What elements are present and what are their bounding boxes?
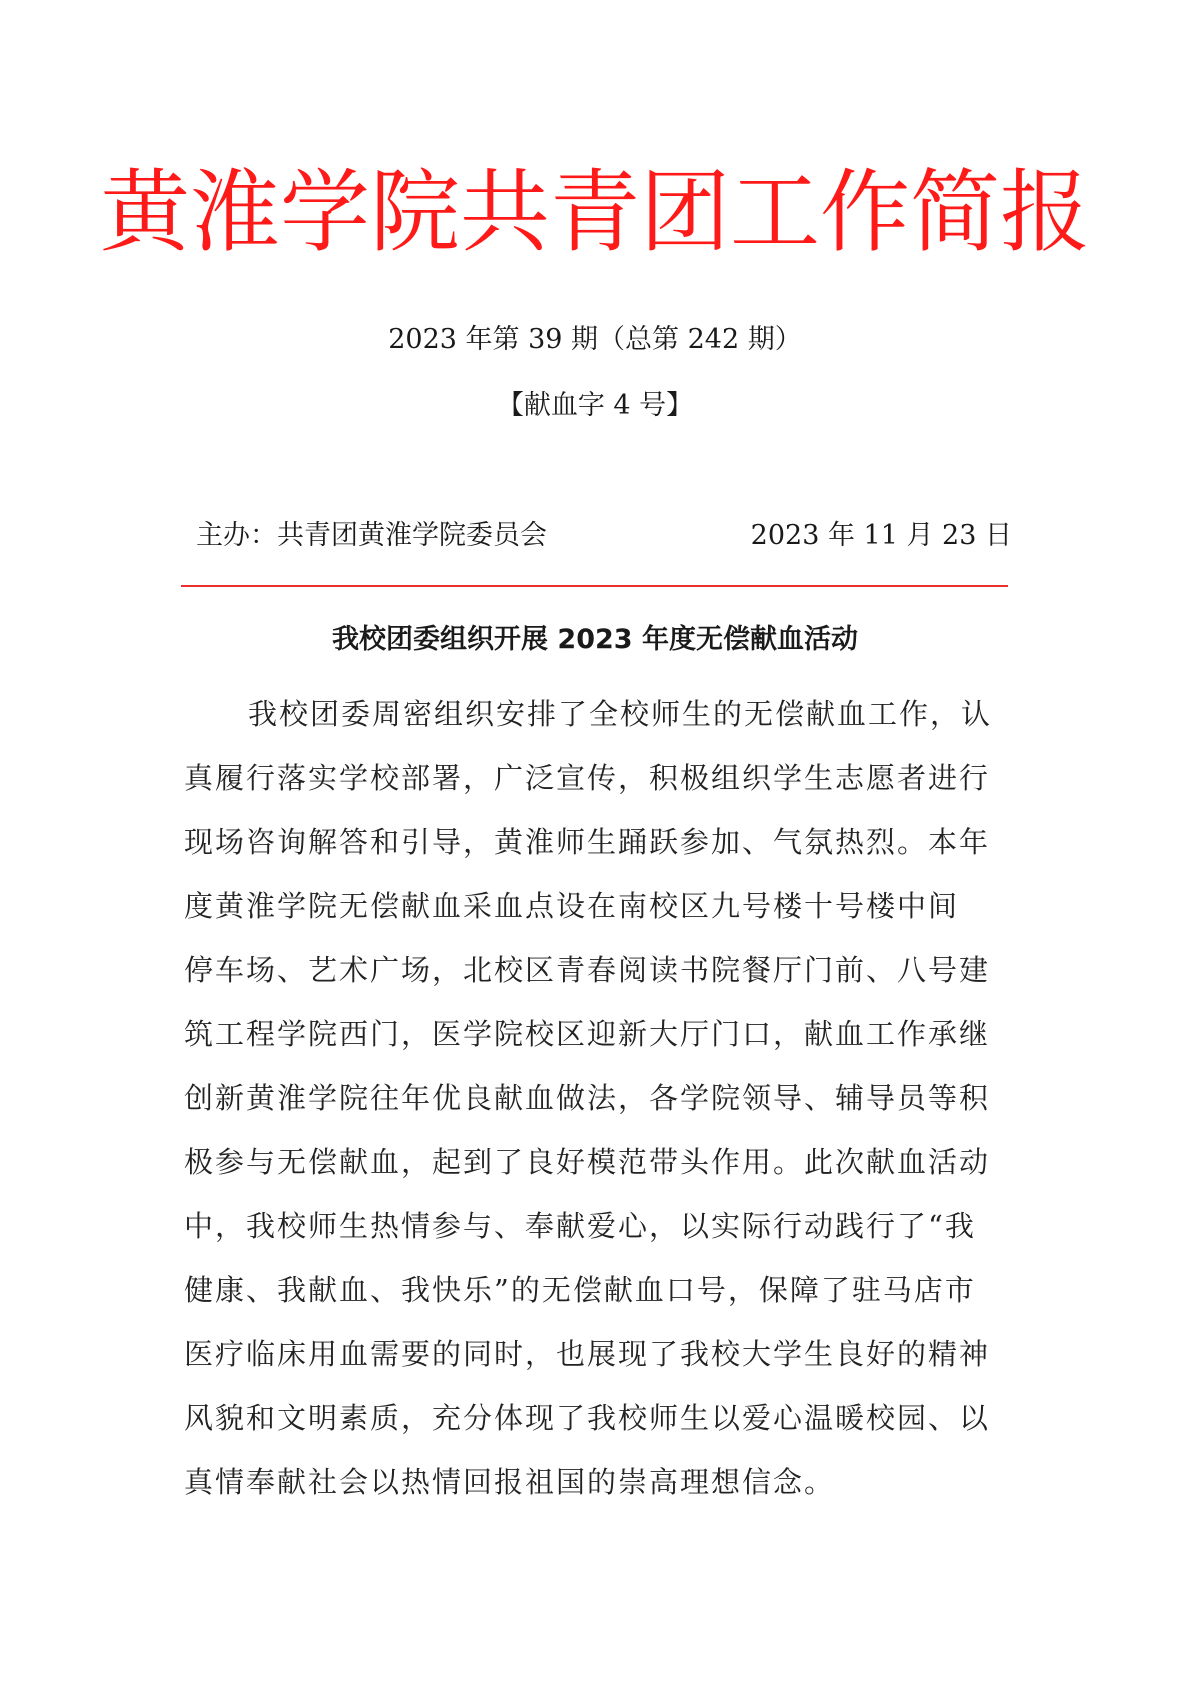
article-body [184, 682, 1014, 1514]
article-line: 度黄淮学院无偿献血采血点设在南校区九号楼十号楼中间 [184, 889, 960, 923]
issue-number: 2023 年第 39 期（总第 242 期） [388, 324, 802, 355]
article-line: 中，我校师生热情参与、奉献爱心，以实际行动践行了“我 [184, 1209, 976, 1243]
article-line: 真履行落实学校部署，广泛宣传，积极组织学生志愿者进行 [184, 761, 991, 795]
document-number: 【献血字 4 号】 [496, 390, 694, 421]
article-line: 医疗临床用血需要的同时，也展现了我校大学生良好的精神 [184, 1337, 991, 1371]
article-line: 极参与无偿献血，起到了良好模范带头作用。此次献血活动 [184, 1145, 991, 1179]
article-line: 我校团委周密组织安排了全校师生的无偿献血工作，认 [248, 697, 993, 731]
article-title: 我校团委组织开展 2023 年度无偿献血活动 [332, 624, 858, 655]
red-divider [181, 585, 1008, 587]
article-line: 现场咨询解答和引导，黄淮师生踊跃参加、气氛热烈。本年 [184, 825, 991, 859]
article-line: 筑工程学院西门，医学院校区迎新大厅门口，献血工作承继 [184, 1017, 991, 1051]
issue-date: 2023 年 11 月 23 日 [750, 520, 1012, 551]
article-line: 创新黄淮学院往年优良献血做法，各学院领导、辅导员等积 [184, 1081, 991, 1115]
masthead-title: 黄淮学院共青团工作简报 [100, 160, 1090, 265]
sponsor-label: 主办：共青团黄淮学院委员会 [196, 520, 547, 551]
article-line: 停车场、艺术广场，北校区青春阅读书院餐厅门前、八号建 [184, 953, 991, 987]
article-line: 真情奉献社会以热情回报祖国的崇高理想信念。 [184, 1465, 836, 1499]
article-line: 健康、我献血、我快乐”的无偿献血口号，保障了驻马店市 [184, 1273, 976, 1307]
article-line: 风貌和文明素质，充分体现了我校师生以爱心温暖校园、以 [184, 1401, 991, 1435]
